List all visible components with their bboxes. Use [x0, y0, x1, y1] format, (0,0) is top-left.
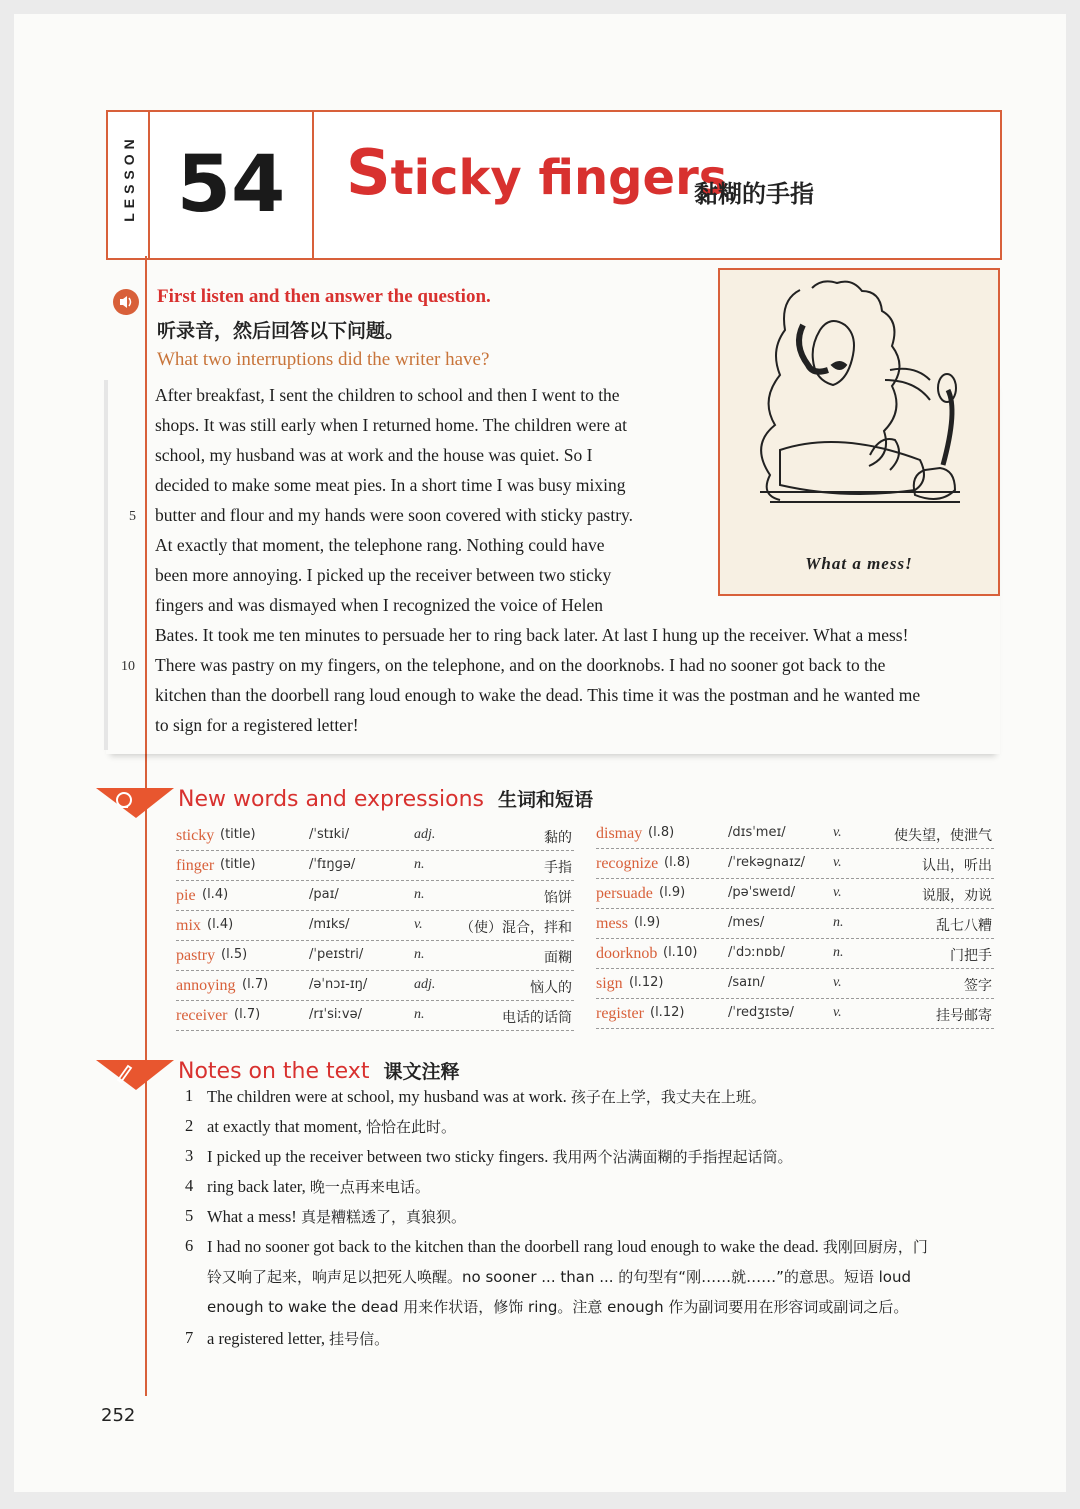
vocab-phonetic: /ˈredʒɪstə/: [728, 1005, 794, 1020]
passage-line: been more annoying. I picked up the receiver between two sticky: [155, 565, 612, 585]
vocab-word: annoying: [176, 977, 236, 994]
note-item-text: [207, 1086, 766, 1107]
passage-line: kitchen than the doorbell rang loud enough to wake the dead. This time it was the postman and he wanted me: [155, 685, 921, 705]
pen-icon: [96, 1056, 174, 1090]
note-chinese: 我用两个沾满面糊的手指捏起话筒。: [552, 1148, 793, 1166]
vocab-word: pastry: [176, 947, 216, 964]
vocab-word: doorknob: [596, 945, 658, 962]
note-chinese: 真是糟糕透了，真狼狈。: [300, 1208, 466, 1226]
vocab-meaning: 挂号邮寄: [936, 1008, 992, 1024]
note-english: at exactly that moment,: [207, 1117, 362, 1136]
page-number: 252: [101, 1405, 136, 1426]
note-item-text: [207, 1206, 466, 1227]
vocab-meaning: 说服，劝说: [922, 888, 992, 904]
passage-line: decided to make some meat pies. In a short time I was busy mixing: [155, 475, 626, 495]
lesson-title-chinese: 黏糊的手指: [694, 180, 814, 208]
vocab-word: sticky: [176, 827, 215, 844]
vocab-part-of-speech: n.: [414, 857, 425, 872]
vocab-word: register: [596, 1005, 644, 1022]
vocab-meaning: 电话的话筒: [502, 1010, 572, 1026]
passage-line: At exactly that moment, the telephone rang. Nothing could have: [155, 535, 605, 555]
vocab-row: [596, 878, 994, 909]
notes-heading: [178, 1057, 459, 1084]
vocab-part-of-speech: n.: [414, 947, 425, 962]
vocab-row: [596, 938, 994, 969]
vocab-part-of-speech: v.: [414, 917, 423, 932]
vocab-line-ref: (l.7): [234, 1007, 261, 1022]
vocab-phonetic: /rɪˈsiːvə/: [309, 1007, 362, 1022]
illustration-caption: What a mess!: [805, 554, 913, 573]
vocab-title-chinese: 生词和短语: [498, 789, 594, 811]
vocab-line-ref: (l.5): [221, 947, 248, 962]
note-english: ring back later,: [207, 1177, 306, 1196]
listening-instruction: First listen and then answer the question.: [157, 286, 491, 307]
vocab-line-ref: (title): [220, 827, 256, 842]
vocab-meaning: 面糊: [544, 950, 572, 966]
note-item: 7: [185, 1328, 194, 1347]
vocab-part-of-speech: adj.: [414, 977, 436, 992]
note-english: I had no sooner got back to the kitchen than the doorbell rang loud enough to wake the dead.: [207, 1237, 819, 1256]
vocab-phonetic: /ˈfɪŋɡə/: [309, 857, 356, 872]
vocab-part-of-speech: adj.: [414, 827, 436, 842]
note-chinese: 晚一点再来电话。: [309, 1178, 430, 1196]
vocab-phonetic: /mes/: [728, 915, 765, 930]
lightbulb-icon: [96, 784, 174, 818]
vocab-phonetic: /əˈnɔɪ-ɪŋ/: [309, 977, 368, 992]
vocab-part-of-speech: n.: [414, 887, 425, 902]
note-item-text: [207, 1116, 456, 1137]
vocab-line-ref: (l.7): [242, 977, 269, 992]
vocab-word: mix: [176, 917, 201, 934]
passage-line: fingers and was dismayed when I recognized the voice of Helen: [155, 595, 604, 615]
lesson-header: [106, 110, 1002, 260]
note-6-line-3: enough to wake the dead 用来作状语，修饰 ring。注意 enough 作为副词要用在形容词或副词之后。: [207, 1298, 909, 1316]
note-item-text: [207, 1236, 928, 1257]
notes-title-chinese: 课文注释: [383, 1061, 460, 1083]
vocab-heading: [178, 785, 593, 812]
vocab-line-ref: (l.10): [663, 945, 698, 960]
vocab-line-ref: (l.8): [648, 825, 675, 840]
vocab-line-ref: (l.12): [629, 975, 664, 990]
vocab-row: [176, 850, 574, 881]
vocab-meaning: 乱七八糟: [936, 918, 992, 934]
illustration-frame: [718, 268, 1000, 596]
passage-side-rule: [104, 380, 108, 750]
vocab-word: sign: [596, 975, 623, 992]
vocab-meaning: 门把手: [950, 948, 992, 964]
vocab-row: [176, 880, 574, 911]
audio-speaker-icon[interactable]: [113, 289, 139, 315]
note-chinese: 恰恰在此时。: [366, 1118, 457, 1136]
vocab-row: [176, 940, 574, 971]
note-number: 4: [185, 1176, 194, 1195]
vocab-word: receiver: [176, 1007, 228, 1024]
lesson-label-box: [108, 112, 150, 258]
note-english: What a mess!: [207, 1207, 297, 1226]
vocab-row: [596, 998, 994, 1029]
vocab-line-ref: (l.4): [207, 917, 234, 932]
note-number: 1: [185, 1086, 194, 1105]
lesson-label: LESSON: [121, 134, 137, 222]
note-english: I picked up the receiver between two sticky fingers.: [207, 1147, 549, 1166]
vocab-line-ref: (l.8): [664, 855, 691, 870]
vocab-word: mess: [596, 915, 628, 932]
note-number: 3: [185, 1146, 194, 1165]
note-chinese: 我刚回厨房，门: [822, 1238, 928, 1256]
vocab-line-ref: (l.9): [659, 885, 686, 900]
vocab-line-ref: (l.12): [650, 1005, 685, 1020]
notes-title: Notes on the text: [178, 1059, 370, 1084]
vocab-row: [176, 820, 574, 851]
vocab-meaning: 馅饼: [544, 890, 572, 906]
vocab-word: finger: [176, 857, 215, 874]
vocab-part-of-speech: n.: [414, 1007, 425, 1022]
note-number: 5: [185, 1206, 194, 1225]
vocab-meaning: 手指: [544, 860, 572, 876]
note-chinese: 孩子在上学，我丈夫在上班。: [570, 1088, 766, 1106]
passage-line: Bates. It took me ten minutes to persuade her to ring back later. At last I hung up the receiver. What a mess!: [155, 625, 909, 645]
vocab-word: persuade: [596, 885, 653, 902]
woman-on-phone-illustration: [720, 270, 998, 550]
note-number: 6: [185, 1236, 194, 1255]
note-number: 2: [185, 1116, 194, 1135]
note-english: The children were at school, my husband was at work.: [207, 1087, 567, 1106]
vocab-part-of-speech: v.: [833, 855, 842, 870]
vocab-part-of-speech: n.: [833, 945, 844, 960]
vocab-row: [596, 968, 994, 999]
vocab-phonetic: /paɪ/: [309, 887, 339, 902]
title-initial: S: [346, 136, 391, 209]
vocab-phonetic: /saɪn/: [728, 975, 765, 990]
vocab-part-of-speech: v.: [833, 1005, 842, 1020]
vocab-line-ref: (l.4): [202, 887, 229, 902]
lesson-number: 54: [150, 112, 314, 258]
vocab-row: [176, 1000, 574, 1031]
vocab-part-of-speech: v.: [833, 975, 842, 990]
note-item-text: [207, 1146, 792, 1167]
vocab-title: New words and expressions: [178, 787, 485, 812]
vocab-word: pie: [176, 887, 196, 904]
vocab-phonetic: /ˈpeɪstri/: [309, 947, 364, 962]
passage-line: butter and flour and my hands were soon covered with sticky pastry.: [155, 505, 634, 525]
vocab-phonetic: /ˈstɪki/: [309, 827, 350, 842]
vocab-row: [596, 848, 994, 879]
passage-line: school, my husband was at work and the house was quiet. So I: [155, 445, 593, 465]
note-6-line-2: 铃又响了起来，响声足以把死人唤醒。no sooner ... than ... 的句型有“刚……就……”的意思。短语 loud: [207, 1268, 911, 1286]
listening-instruction-chinese: 听录音，然后回答以下问题。: [157, 320, 405, 342]
passage-line: to sign for a registered letter!: [155, 715, 359, 735]
vocab-line-ref: (title): [220, 857, 256, 872]
vocab-meaning: 签字: [964, 978, 992, 994]
line-number-5: 5: [129, 509, 136, 524]
vocab-part-of-speech: n.: [833, 915, 844, 930]
vocab-phonetic: /dɪsˈmeɪ/: [728, 825, 786, 840]
title-rest: ticky fingers: [390, 150, 728, 206]
vocab-row: [176, 910, 574, 941]
vocab-phonetic: /ˈdɔːnɒb/: [728, 945, 785, 960]
passage-line: shops. It was still early when I returned home. The children were at: [155, 415, 628, 435]
lesson-title: [346, 136, 727, 209]
vocab-phonetic: /pəˈsweɪd/: [728, 885, 796, 900]
vocab-row: [596, 908, 994, 939]
comprehension-question: What two interruptions did the writer have?: [157, 349, 490, 370]
vocab-meaning: 黏的: [544, 830, 572, 846]
passage-line: After breakfast, I sent the children to school and then I went to the: [155, 385, 620, 405]
note-item-text: a registered letter, 挂号信。: [207, 1329, 390, 1348]
vocab-row: [176, 970, 574, 1001]
vocab-line-ref: (l.9): [634, 915, 661, 930]
line-number-10: 10: [121, 659, 135, 674]
passage-line: There was pastry on my fingers, on the telephone, and on the doorknobs. I had no sooner got back to the: [155, 655, 886, 675]
vocab-meaning: 认出，听出: [922, 858, 992, 874]
vocab-row: [596, 818, 994, 849]
vocab-phonetic: /ˈrekəɡnaɪz/: [728, 855, 806, 870]
vocab-meaning: （使）混合，拌和: [460, 920, 572, 936]
vocab-meaning: 恼人的: [530, 980, 572, 996]
vocab-phonetic: /mɪks/: [309, 917, 350, 932]
vocab-word: recognize: [596, 855, 659, 872]
vocab-word: dismay: [596, 825, 643, 842]
note-item-text: [207, 1176, 430, 1197]
vocab-part-of-speech: v.: [833, 885, 842, 900]
vocab-meaning: 使失望，使泄气: [894, 828, 992, 844]
vocab-part-of-speech: v.: [833, 825, 842, 840]
